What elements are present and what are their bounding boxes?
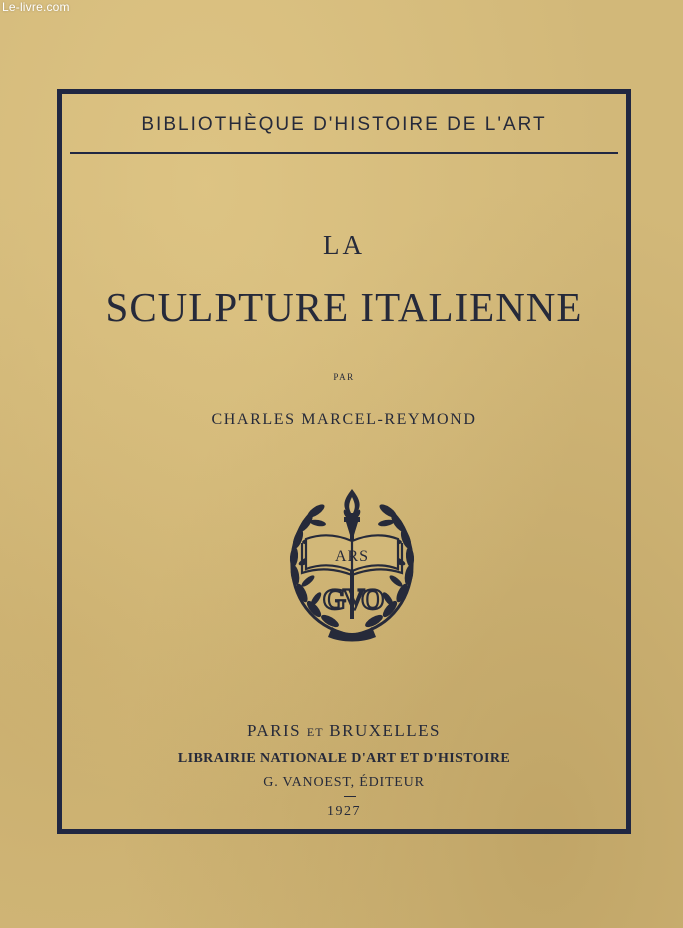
series-title: BIBLIOTHÈQUE D'HISTOIRE DE L'ART: [141, 114, 547, 135]
emblem-monogram: GVO: [322, 583, 382, 616]
city-paris: PARIS: [246, 721, 302, 740]
publisher-editor: G. VANOEST, ÉDITEUR: [263, 775, 425, 790]
by-line: PAR: [333, 372, 355, 382]
book-title: SCULPTURE ITALIENNE: [105, 284, 583, 330]
publisher-cities: [62, 721, 626, 741]
city-bruxelles: BRUXELLES: [329, 721, 442, 740]
publisher-house: LIBRAIRIE NATIONALE D'ART ET D'HISTOIRE: [177, 751, 511, 766]
author-name: CHARLES MARCEL-REYMOND: [211, 411, 477, 428]
torch-laurel-wreath-icon: [272, 487, 432, 647]
emblem-motto: ARS: [334, 548, 370, 565]
watermark: Le-livre.com: [2, 0, 70, 14]
title-page-frame: [57, 89, 631, 834]
publication-year: 1927: [327, 804, 361, 819]
series-header: [70, 94, 618, 154]
separator-rule: [344, 796, 356, 797]
title-article: LA: [323, 230, 365, 260]
city-conjunction: ET: [306, 725, 324, 739]
